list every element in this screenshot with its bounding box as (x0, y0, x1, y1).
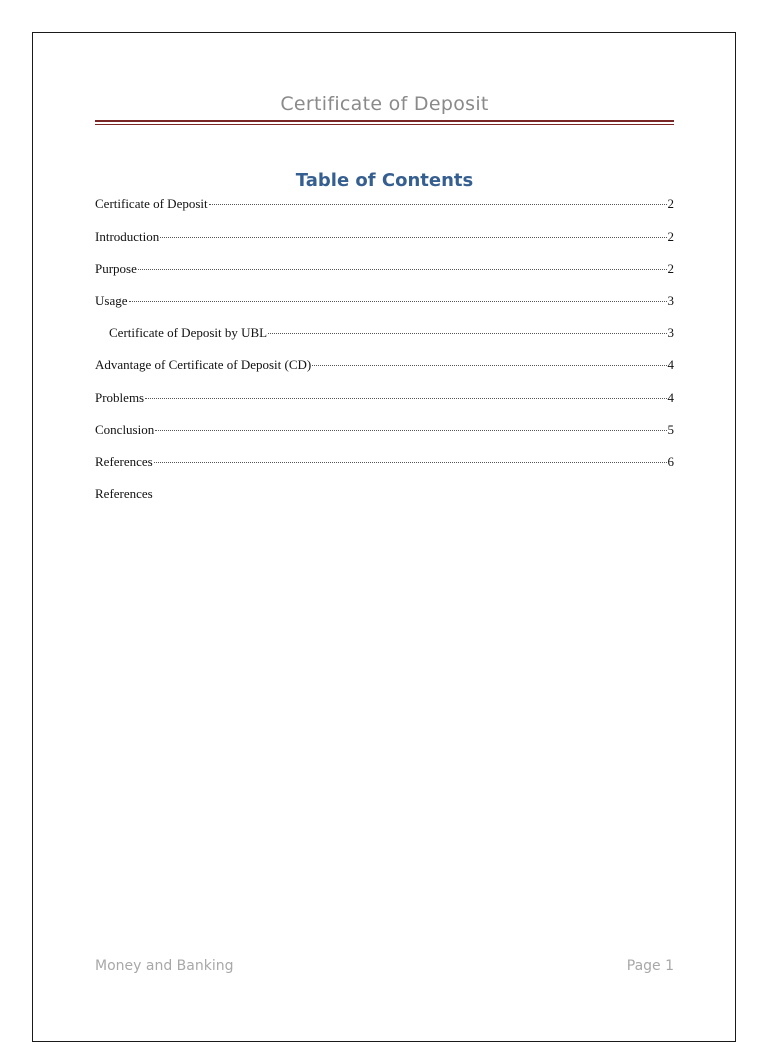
toc-entry-problems[interactable] (95, 390, 674, 408)
toc-entry-purpose[interactable] (95, 261, 674, 279)
toc-entry-page: 2 (667, 261, 674, 276)
toc-entry-page: 2 (667, 229, 674, 244)
toc-entry-advantage-of-cd[interactable] (95, 357, 674, 375)
toc-dot-leader (129, 301, 667, 302)
toc-entry-label: Purpose (95, 261, 137, 276)
toc-entry-page: 3 (667, 325, 674, 340)
toc-entry-certificate-of-deposit[interactable] (95, 196, 674, 214)
toc-entry-page: 6 (667, 454, 674, 469)
toc-dot-leader (155, 430, 666, 431)
toc-entry-references[interactable] (95, 454, 674, 472)
toc-dot-leader (209, 204, 667, 205)
toc-heading: Table of Contents (295, 170, 474, 191)
toc-entry-page: 3 (667, 293, 674, 308)
toc-dot-leader (145, 398, 666, 399)
toc-dot-leader (268, 333, 666, 334)
body-text-references: References (95, 486, 153, 501)
footer-page-number: Page 1 (626, 958, 674, 974)
toc-entry-conclusion[interactable] (95, 422, 674, 440)
toc-entry-label: Conclusion (95, 422, 155, 437)
toc-entry-label: Usage (95, 293, 128, 308)
toc-entry-label: Introduction (95, 229, 160, 244)
toc-entry-certificate-of-deposit-by-ubl[interactable] (109, 325, 674, 343)
toc-dot-leader (160, 237, 666, 238)
toc-dot-leader (138, 269, 667, 270)
page-header-title: Certificate of Deposit (280, 93, 489, 115)
header-rule-thin (95, 124, 674, 125)
header-rule-thick (95, 120, 674, 122)
toc-entry-label: Certificate of Deposit (95, 196, 208, 211)
toc-dot-leader (154, 462, 667, 463)
toc-entry-label: Certificate of Deposit by UBL (109, 325, 268, 340)
toc-entry-usage[interactable] (95, 293, 674, 311)
toc-dot-leader (312, 365, 666, 366)
toc-entry-label: Advantage of Certificate of Deposit (CD) (95, 357, 312, 372)
toc-entry-page: 2 (667, 196, 674, 211)
toc-entry-page: 4 (667, 357, 674, 372)
toc-entry-page: 4 (667, 390, 674, 405)
toc-entry-page: 5 (667, 422, 674, 437)
toc-entry-label: References (95, 454, 153, 469)
toc-entry-introduction[interactable] (95, 229, 674, 247)
toc-entry-label: Problems (95, 390, 145, 405)
footer-course-name: Money and Banking (95, 958, 234, 974)
